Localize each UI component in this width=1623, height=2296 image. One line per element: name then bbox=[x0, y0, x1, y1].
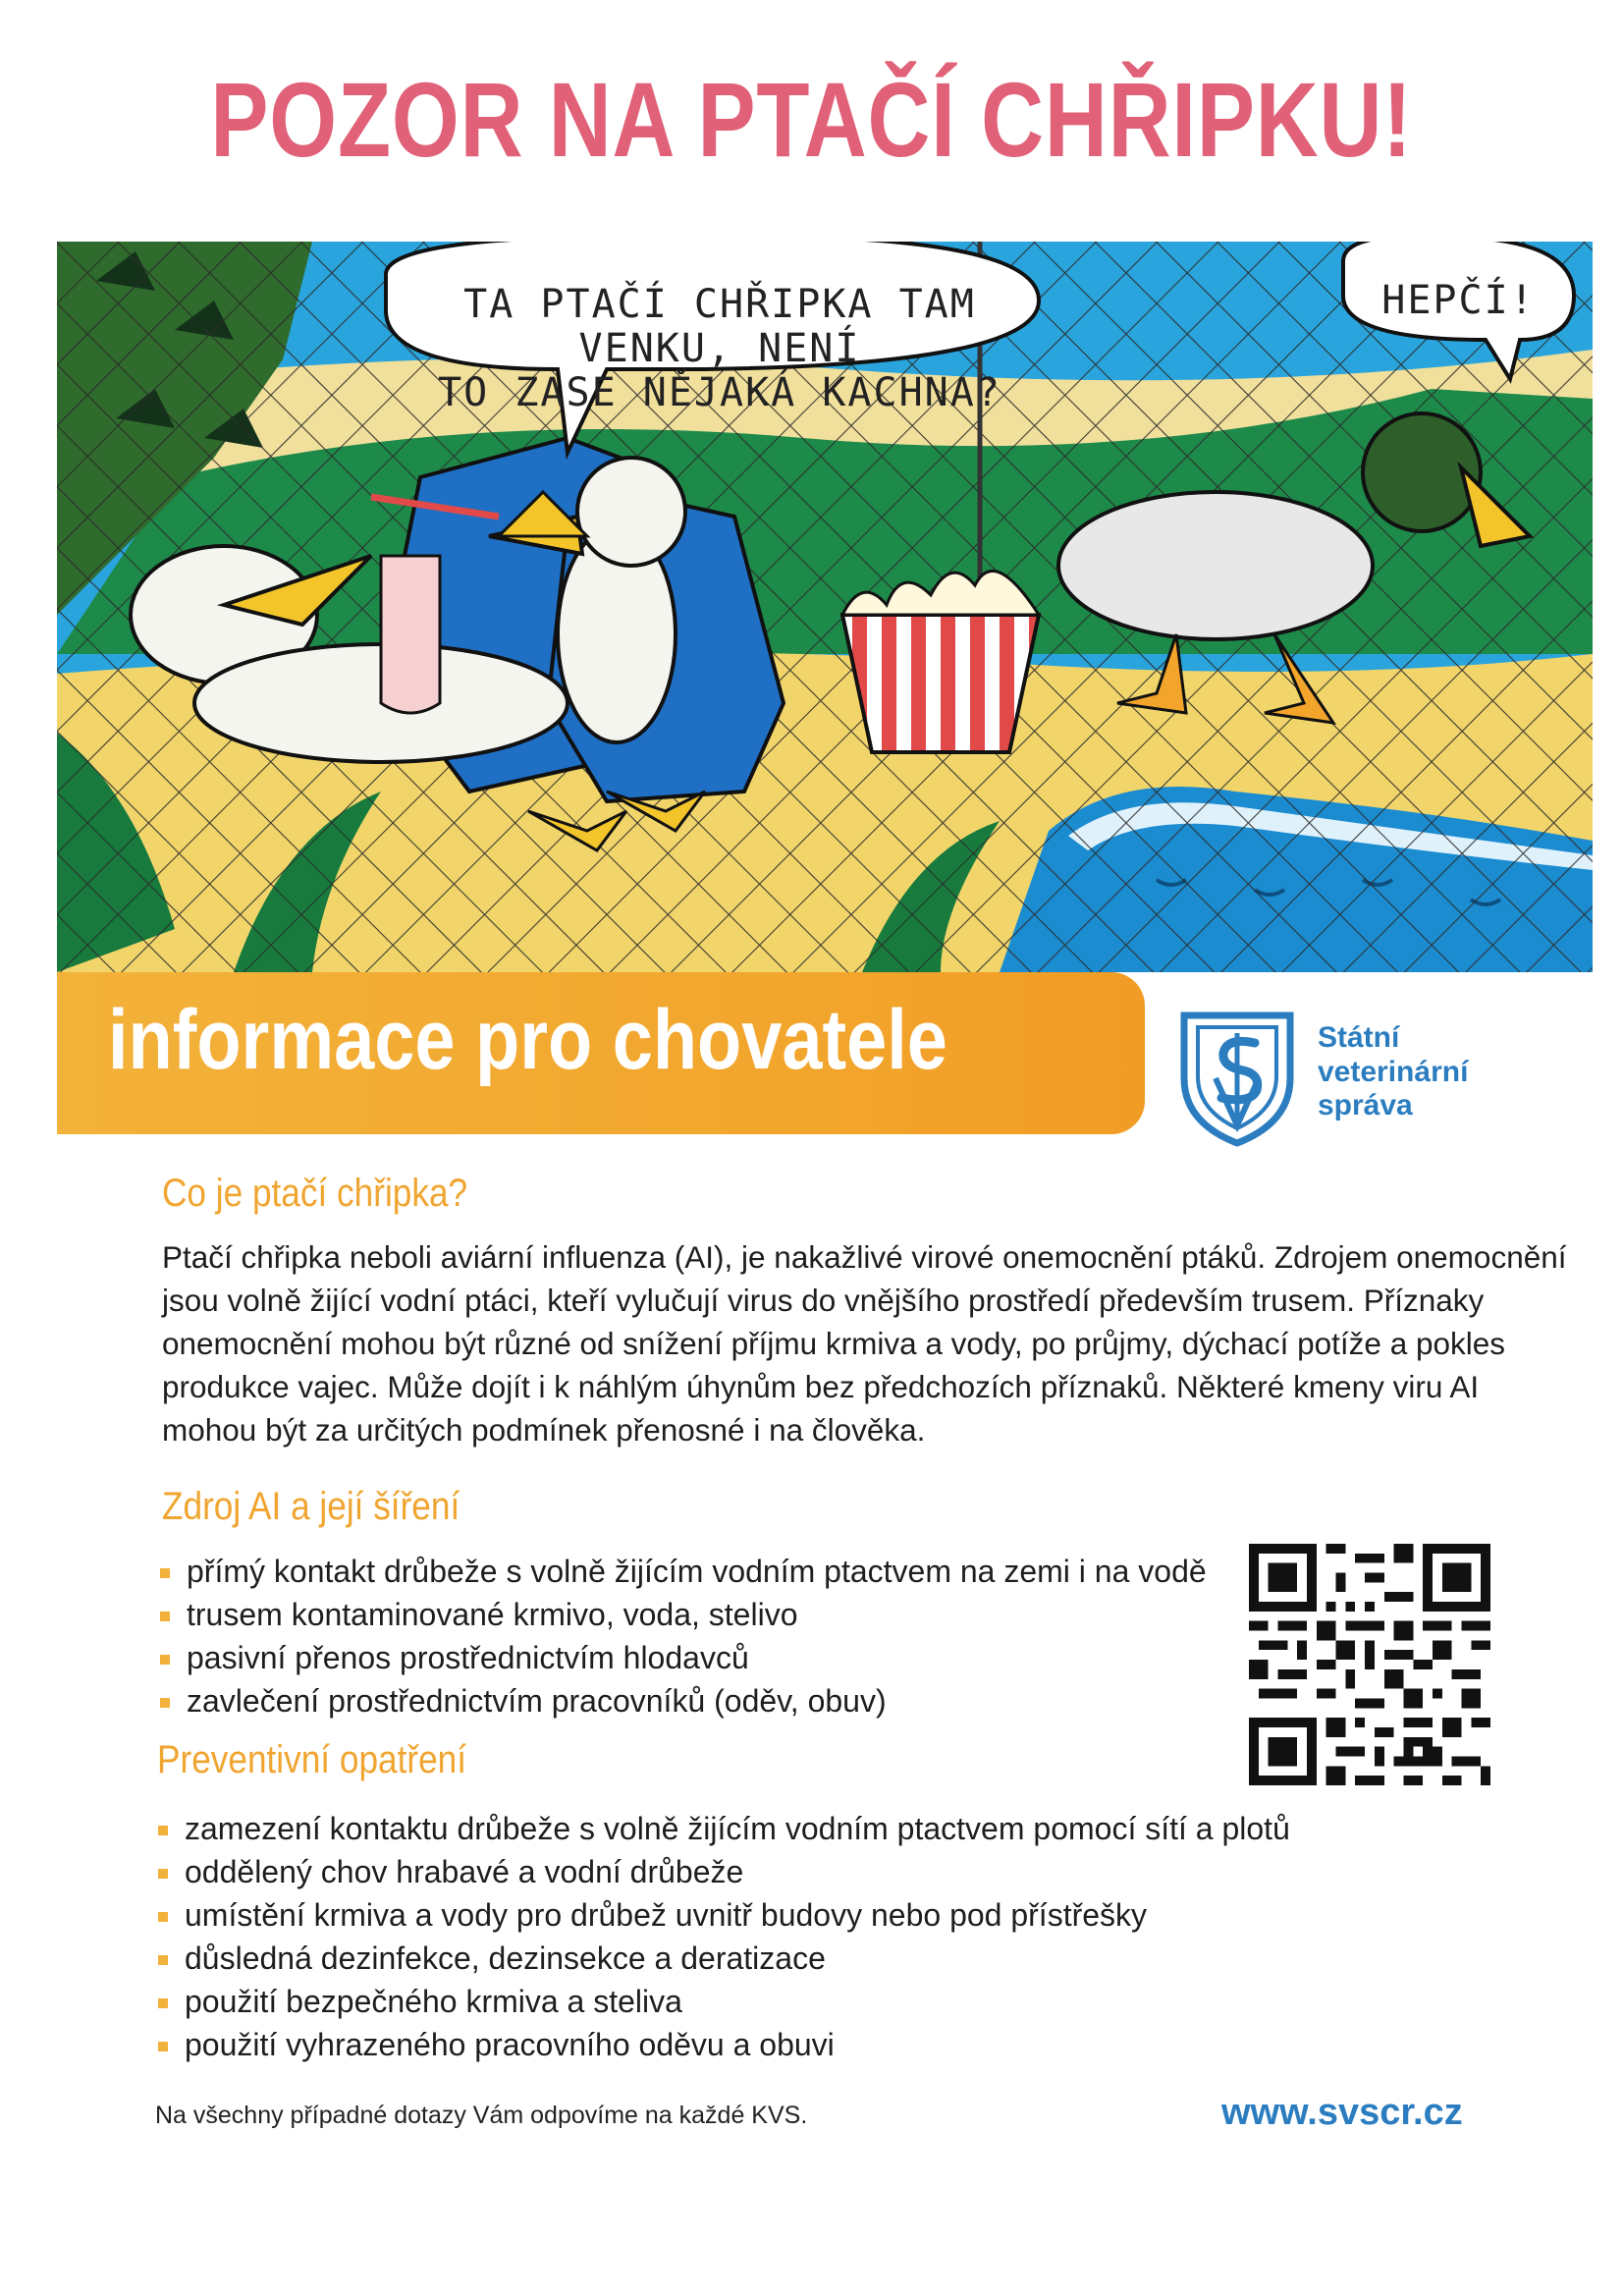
source-list bbox=[157, 1550, 1207, 1722]
list-item: použití bezpečného krmiva a steliva bbox=[155, 1980, 1290, 2023]
svs-logo-text bbox=[1318, 1021, 1468, 1123]
paragraph-line: jsou volně žijící vodní ptáci, kteří vylučují virus do vnějšího prostředí především trusem. Příznaky bbox=[162, 1283, 1485, 1318]
speech-bubble-line-1: TA PTAČÍ CHŘIPKA TAM VENKU, NENÍ bbox=[463, 282, 976, 371]
banner-title: informace pro chovatele bbox=[108, 993, 947, 1087]
prevention-list bbox=[155, 1807, 1290, 2066]
list-item: použití vyhrazeného pracovního oděvu a obuvi bbox=[155, 2023, 1290, 2066]
speech-bubble-text bbox=[406, 283, 1034, 414]
list-item: umístění krmiva a vody pro drůbež uvnitř budovy nebo pod přístřešky bbox=[155, 1893, 1290, 1937]
logo-line-1: Státní bbox=[1318, 1021, 1400, 1054]
paragraph-line: produkce vajec. Může dojít i k náhlým úhynům bez předchozích příznaků. Některé kmeny viru AI bbox=[162, 1369, 1480, 1404]
poster-headline: POZOR NA PTAČÍ CHŘIPKU! bbox=[210, 60, 1413, 179]
website-link[interactable]: www.svscr.cz bbox=[1221, 2092, 1463, 2133]
list-item: zamezení kontaktu drůbeže s volně žijícím vodním ptactvem pomocí sítí a plotů bbox=[155, 1807, 1290, 1850]
list-item: oddělený chov hrabavé a vodní drůbeže bbox=[155, 1850, 1290, 1893]
paragraph-line: mohou být za určitých podmínek přenosné i na člověka. bbox=[162, 1412, 926, 1448]
intro-paragraph bbox=[162, 1235, 1567, 1451]
list-item: pasivní přenos prostřednictvím hlodavců bbox=[157, 1636, 1207, 1679]
list-item: zavlečení prostřednictvím pracovníků (oděv, obuv) bbox=[157, 1679, 1207, 1722]
sneeze-bubble-text: HEPČÍ! bbox=[1381, 278, 1536, 323]
paragraph-line: onemocnění mohou být různé od snížení příjmu krmiva a vody, po průjmy, dýchací potíže a pokles bbox=[162, 1326, 1506, 1361]
svs-shield-logo-icon bbox=[1178, 1010, 1296, 1147]
logo-line-3: správa bbox=[1318, 1089, 1413, 1121]
section-title-what: Co je ptačí chřipka? bbox=[162, 1172, 468, 1215]
logo-line-2: veterinární bbox=[1318, 1055, 1469, 1088]
section-title-source: Zdroj AI a její šíření bbox=[162, 1485, 460, 1528]
speech-bubble-line-2: TO ZASE NĚJAKÁ KACHNA? bbox=[438, 369, 1001, 415]
list-item: přímý kontakt drůbeže s volně žijícím vodním ptactvem na zemi i na vodě bbox=[157, 1550, 1207, 1593]
section-title-prevention: Preventivní opatření bbox=[157, 1738, 467, 1781]
paragraph-line: Ptačí chřipka neboli aviární influenza (AI), je nakažlivé virové onemocnění ptáků. Zdrojem onemocnění bbox=[162, 1239, 1567, 1275]
cartoon-illustration bbox=[57, 242, 1593, 972]
list-item: trusem kontaminované krmivo, voda, stelivo bbox=[157, 1593, 1207, 1636]
footer-note: Na všechny případné dotazy Vám odpovíme na každé KVS. bbox=[155, 2102, 808, 2129]
qr-code-icon bbox=[1249, 1544, 1490, 1785]
list-item: důsledná dezinfekce, dezinsekce a deratizace bbox=[155, 1937, 1290, 1980]
